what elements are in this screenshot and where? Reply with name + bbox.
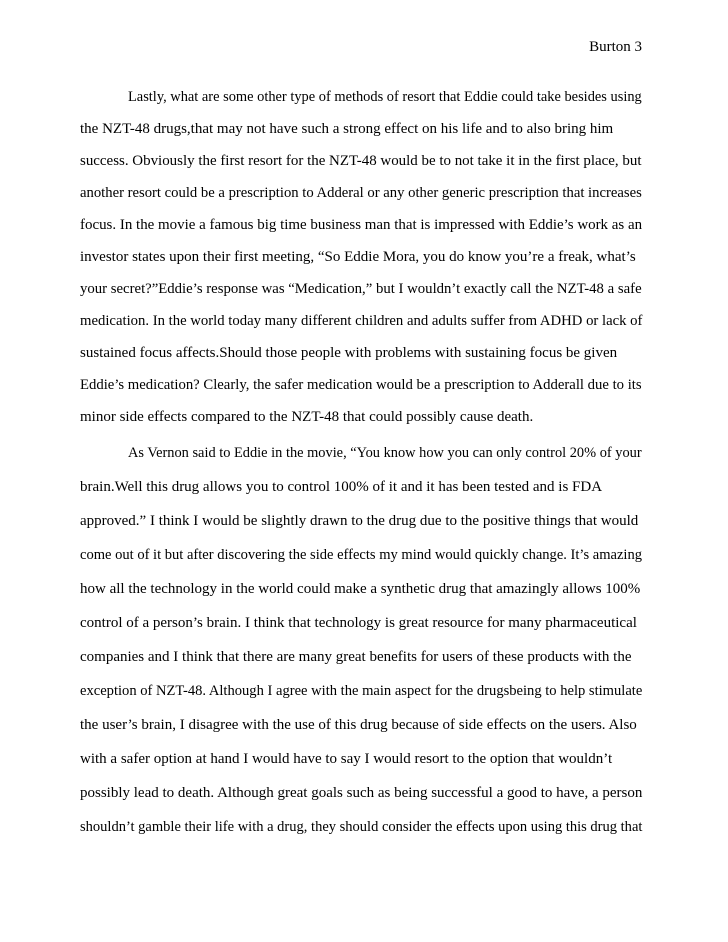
text-line: medication. In the world today many different children and adults suffer from ADHD or lack of: [80, 313, 643, 329]
text-line: Lastly, what are some other type of methods of resort that Eddie could take besides using: [128, 89, 642, 105]
text-line: another resort could be a prescription to Adderal or any other generic prescription that increases: [80, 185, 642, 201]
text-line: brain.Well this drug allows you to control 100% of it and it has been tested and is FDA: [80, 479, 603, 495]
running-head: Burton 3: [589, 39, 642, 55]
text-line: focus. In the movie a famous big time business man that is impressed with Eddie’s work as an: [80, 217, 643, 233]
text-line: sustained focus affects.Should those people with problems with sustaining focus be given: [80, 345, 618, 361]
text-line: your secret?”Eddie’s response was “Medication,” but I wouldn’t exactly call the NZT-48 a safe: [80, 281, 642, 297]
text-line: success. Obviously the first resort for the NZT-48 would be to not take it in the first place, but: [80, 153, 642, 169]
text-line: control of a person’s brain. I think that technology is great resource for many pharmaceutical: [80, 615, 637, 631]
text-line: As Vernon said to Eddie in the movie, “You know how you can only control 20% of your: [128, 445, 642, 461]
text-line: with a safer option at hand I would have to say I would resort to the option that wouldn’t: [80, 751, 613, 767]
text-line: investor states upon their first meeting, “So Eddie Mora, you do know you’re a freak, what’s: [80, 249, 636, 265]
text-line: the user’s brain, I disagree with the use of this drug because of side effects on the users. Also: [80, 717, 637, 733]
text-line: come out of it but after discovering the side effects my mind would quickly change. It’s amazing: [80, 547, 642, 563]
text-line: shouldn’t gamble their life with a drug, they should consider the effects upon using this drug that: [80, 819, 643, 835]
text-line: companies and I think that there are many great benefits for users of these products with the: [80, 649, 632, 665]
text-line: exception of NZT-48. Although I agree with the main aspect for the drugsbeing to help stimulate: [80, 683, 643, 699]
text-line: minor side effects compared to the NZT-48 that could possibly cause death.: [80, 409, 534, 425]
text-line: how all the technology in the world could make a synthetic drug that amazingly allows 100%: [80, 581, 641, 597]
text-line: approved.” I think I would be slightly drawn to the drug due to the positive things that would: [80, 513, 639, 529]
text-line: Eddie’s medication? Clearly, the safer medication would be a prescription to Adderall due to its: [80, 377, 642, 393]
text-line: possibly lead to death. Although great goals such as being successful a good to have, a person: [80, 785, 643, 801]
text-line: the NZT-48 drugs,that may not have such a strong effect on his life and to also bring him: [80, 121, 614, 137]
